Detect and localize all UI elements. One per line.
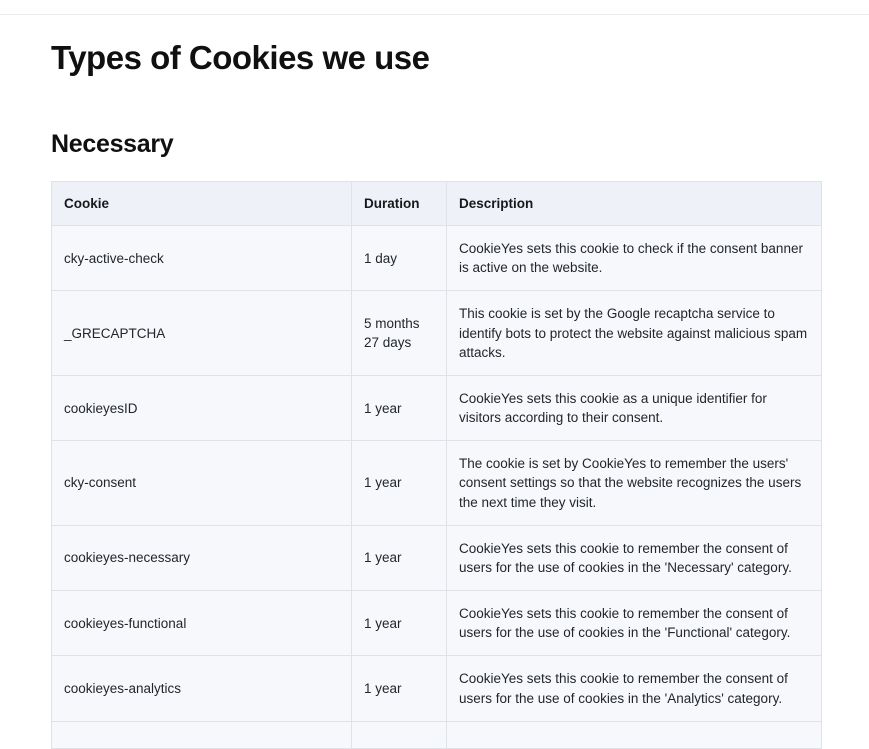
cell-description: CookieYes sets this cookie to remember the consent of users for the use of cookies in the 'Analytics' category. bbox=[447, 656, 822, 721]
column-header-cookie: Cookie bbox=[52, 182, 352, 226]
cell-description: This cookie is set by the Google recaptcha service to identify bots to protect the website against malicious spam attacks. bbox=[447, 291, 822, 375]
cell-duration: 1 year bbox=[352, 656, 447, 721]
table-header bbox=[52, 182, 822, 226]
section-title-necessary: Necessary bbox=[51, 130, 174, 158]
table-row bbox=[52, 721, 822, 748]
cell-cookie-name: cookieyes-analytics bbox=[52, 656, 352, 721]
cell-duration: 1 day bbox=[352, 226, 447, 291]
cell-cookie-name: cky-active-check bbox=[52, 226, 352, 291]
table-row bbox=[52, 226, 822, 291]
cell-description: CookieYes sets this cookie to check if the consent banner is active on the website. bbox=[447, 226, 822, 291]
cell-description: CookieYes sets this cookie as a unique identifier for visitors according to their consent. bbox=[447, 375, 822, 440]
cell-description bbox=[447, 721, 822, 748]
cell-duration bbox=[352, 721, 447, 748]
cell-duration: 1 year bbox=[352, 441, 447, 525]
table-row bbox=[52, 591, 822, 656]
table-header-row bbox=[52, 182, 822, 226]
cell-duration: 5 months 27 days bbox=[352, 291, 447, 375]
cell-description: The cookie is set by CookieYes to remember the users' consent settings so that the website recognizes the users the next time they visit. bbox=[447, 441, 822, 525]
cell-cookie-name bbox=[52, 721, 352, 748]
cell-duration: 1 year bbox=[352, 591, 447, 656]
page-topbar bbox=[0, 0, 869, 15]
cell-duration: 1 year bbox=[352, 525, 447, 590]
page-title: Types of Cookies we use bbox=[51, 39, 430, 76]
column-header-duration: Duration bbox=[352, 182, 447, 226]
table-row bbox=[52, 291, 822, 375]
column-header-description: Description bbox=[447, 182, 822, 226]
cell-cookie-name: _GRECAPTCHA bbox=[52, 291, 352, 375]
cell-cookie-name: cookieyesID bbox=[52, 375, 352, 440]
cell-cookie-name: cookieyes-functional bbox=[52, 591, 352, 656]
cookie-table bbox=[51, 181, 822, 749]
cell-description: CookieYes sets this cookie to remember the consent of users for the use of cookies in the 'Functional' category. bbox=[447, 591, 822, 656]
cell-cookie-name: cookieyes-necessary bbox=[52, 525, 352, 590]
cell-description: CookieYes sets this cookie to remember the consent of users for the use of cookies in the 'Necessary' category. bbox=[447, 525, 822, 590]
table-row bbox=[52, 441, 822, 525]
table-row bbox=[52, 375, 822, 440]
document-body bbox=[0, 39, 869, 749]
table-row bbox=[52, 525, 822, 590]
table-row bbox=[52, 656, 822, 721]
cell-cookie-name: cky-consent bbox=[52, 441, 352, 525]
table-body bbox=[52, 226, 822, 749]
cell-duration: 1 year bbox=[352, 375, 447, 440]
